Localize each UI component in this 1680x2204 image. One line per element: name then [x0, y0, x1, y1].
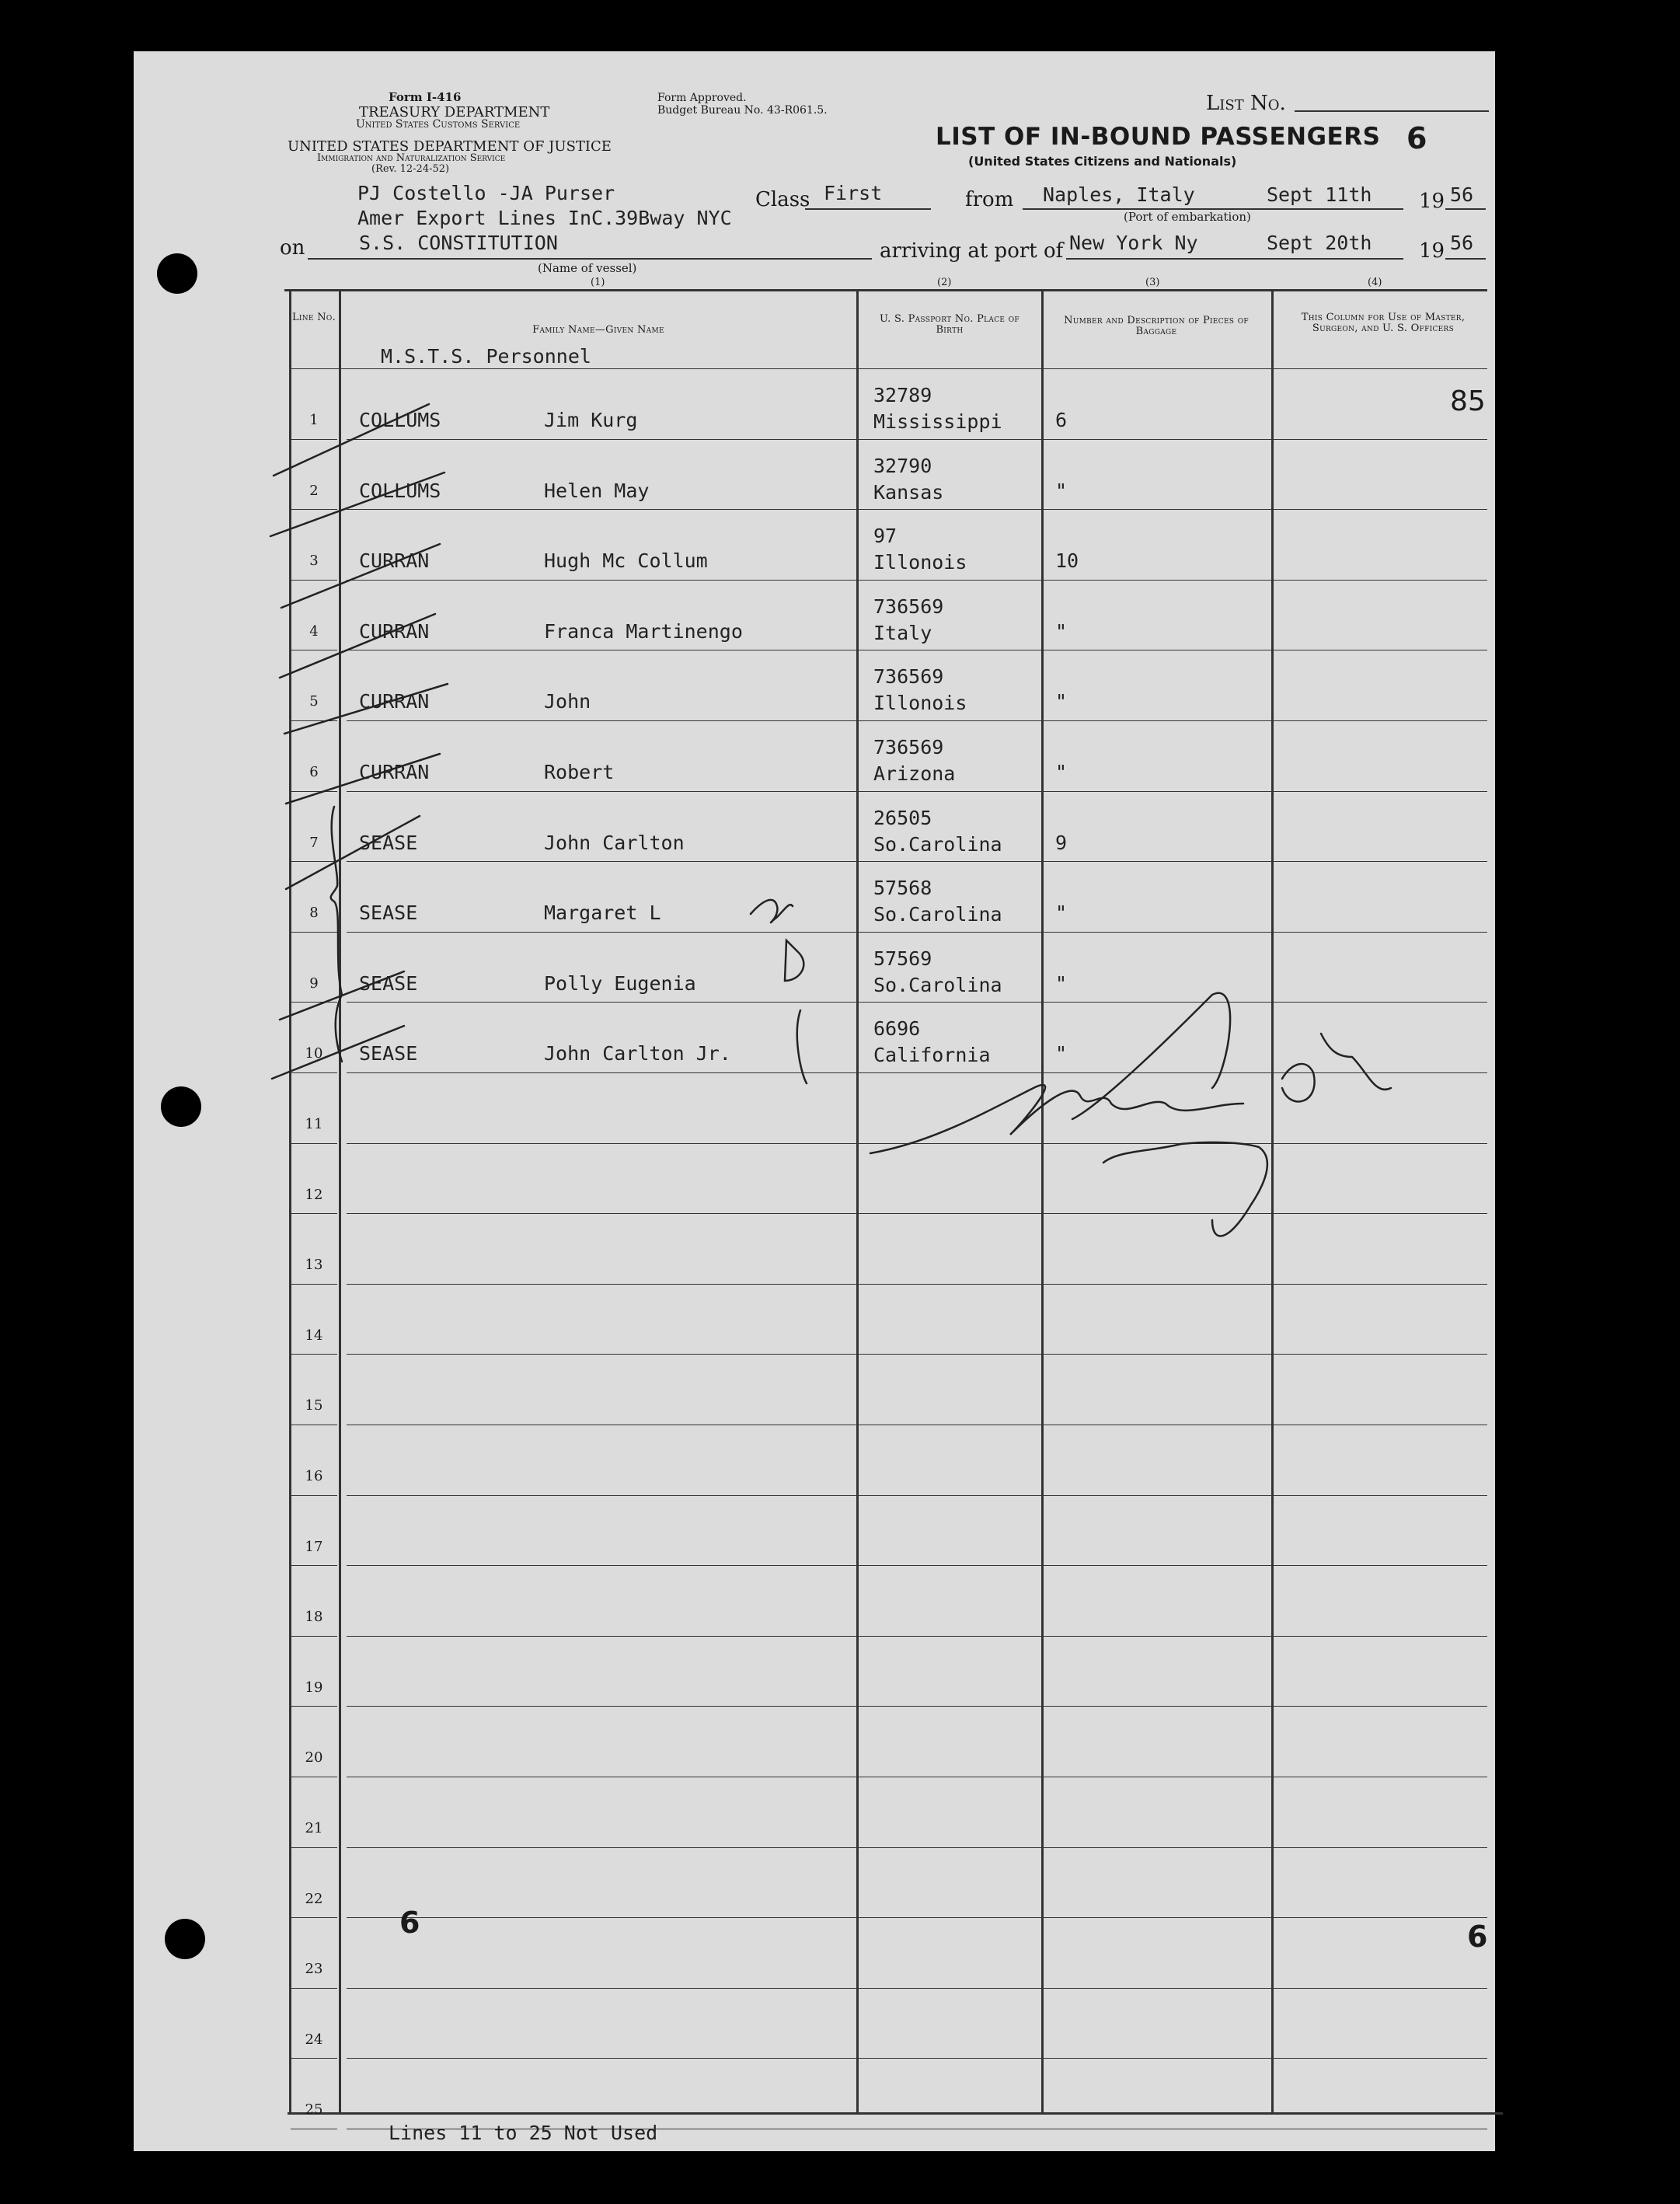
col-header-baggage: Number and Description of Pieces of Baggage — [1064, 315, 1249, 337]
passport-number: 32790 — [873, 454, 932, 477]
line-number: 23 — [305, 1961, 323, 1978]
place-of-birth: Illonois — [873, 551, 967, 574]
col-2-marker: (2) — [937, 277, 952, 288]
from-date: Sept 11th — [1267, 183, 1372, 206]
row-divider — [347, 861, 1487, 862]
line-number: 21 — [305, 1820, 323, 1836]
col-header-line: Line No. — [291, 312, 336, 323]
col-header-passport: U. S. Passport No. Place of Birth — [880, 313, 1020, 336]
line-number: 13 — [305, 1257, 323, 1274]
punch-hole — [165, 1919, 205, 1959]
given-name: Jim Kurg — [544, 409, 638, 431]
budget-bureau: Budget Bureau No. 43-R061.5. — [657, 104, 828, 117]
family-name: SEASE — [359, 971, 418, 995]
year-prefix: 19 — [1419, 190, 1445, 213]
passport-number: 32789 — [873, 384, 932, 406]
line-number: 16 — [305, 1468, 323, 1484]
place-of-birth: So.Carolina — [873, 832, 1002, 856]
row-divider — [291, 1354, 337, 1355]
col-4-marker: (4) — [1368, 277, 1382, 288]
row-divider — [347, 932, 1487, 933]
given-name: Robert — [544, 761, 615, 783]
row-divider — [291, 368, 1487, 369]
row-divider — [291, 2058, 337, 2059]
justice-department: UNITED STATES DEPARTMENT OF JUSTICE — [288, 138, 612, 155]
row-divider — [347, 1213, 1487, 1214]
arrival-year: 56 — [1450, 232, 1474, 254]
form-approved: Form Approved. — [657, 92, 747, 104]
passport-number: 736569 — [873, 595, 944, 618]
baggage: " — [1055, 690, 1068, 713]
row-divider — [291, 1706, 337, 1707]
place-of-birth: So.Carolina — [873, 973, 1002, 996]
row-divider — [347, 2058, 1487, 2059]
place-of-birth: Mississippi — [873, 410, 1002, 433]
row-divider — [291, 1565, 337, 1566]
from-year: 56 — [1450, 183, 1474, 206]
family-name: CURRAN — [359, 690, 430, 713]
baggage: " — [1055, 761, 1068, 783]
given-name: Margaret L — [544, 901, 661, 925]
punch-hole — [161, 1086, 201, 1127]
place-of-birth: California — [873, 1044, 991, 1067]
passport-number: 57568 — [873, 877, 932, 900]
line-number: 9 — [309, 975, 319, 992]
group-label: M.S.T.S. Personnel — [381, 345, 591, 368]
given-name: Franca Martinengo — [544, 619, 743, 643]
line-number: 11 — [305, 1116, 323, 1132]
family-name: CURRAN — [359, 619, 430, 643]
form-subtitle: (United States Citizens and Nationals) — [968, 154, 1237, 169]
row-divider — [347, 1072, 1487, 1073]
line-number: 15 — [305, 1397, 323, 1414]
line-number: 7 — [309, 834, 319, 851]
family-name: CURRAN — [359, 549, 430, 573]
baggage: 9 — [1055, 831, 1068, 854]
line-number: 4 — [309, 622, 319, 640]
line-number: 19 — [305, 1679, 323, 1696]
passport-number: 736569 — [873, 736, 944, 758]
line-number: 12 — [305, 1186, 323, 1203]
row-divider — [291, 791, 337, 792]
line-number: 5 — [309, 693, 319, 710]
line-number: 18 — [305, 1609, 323, 1626]
footer-left-count: 6 — [399, 1906, 420, 1940]
line-number: 22 — [305, 1890, 323, 1907]
row-divider — [347, 791, 1487, 792]
line-number: 1 — [309, 412, 319, 428]
footer-note: Lines 11 to 25 Not Used — [389, 2122, 658, 2144]
punch-hole — [157, 253, 197, 294]
from-label: from — [965, 188, 1014, 211]
given-name: Helen May — [544, 479, 650, 502]
row-divider — [291, 1284, 337, 1285]
row-divider — [347, 1284, 1487, 1285]
form-number: Form I-416 — [389, 90, 462, 104]
row-divider — [347, 1354, 1487, 1355]
line-number: 8 — [309, 905, 319, 922]
purser: PJ Costello -JA Purser — [357, 182, 615, 204]
row-divider — [291, 1002, 337, 1003]
row-divider — [347, 1495, 1487, 1496]
officer-note: 85 — [1450, 385, 1486, 417]
form-sheet — [134, 51, 1495, 2151]
row-divider — [347, 1636, 1487, 1637]
row-divider — [291, 580, 337, 581]
baggage: 10 — [1055, 549, 1079, 573]
line-number: 14 — [305, 1327, 323, 1344]
row-divider — [347, 1706, 1487, 1707]
family-name: SEASE — [359, 901, 418, 925]
col-3-marker: (3) — [1145, 277, 1160, 288]
row-divider — [291, 509, 337, 510]
vessel-name: S.S. CONSTITUTION — [359, 232, 558, 254]
row-divider — [291, 932, 337, 933]
class-label: Class — [755, 188, 810, 211]
row-divider — [291, 1847, 337, 1848]
arrival-port: New York Ny — [1069, 232, 1198, 254]
list-number: 6 — [1406, 121, 1427, 155]
passport-number: 736569 — [873, 665, 944, 689]
treasury-department: TREASURY DEPARTMENT — [359, 104, 550, 120]
customs-service: United States Customs Service — [356, 118, 521, 131]
year-prefix-2: 19 — [1419, 239, 1445, 263]
family-name: COLLUMS — [359, 409, 441, 431]
row-divider — [347, 1988, 1487, 1989]
row-divider — [291, 1213, 337, 1214]
given-name: Polly Eugenia — [544, 971, 696, 995]
row-divider — [347, 1847, 1487, 1848]
row-divider — [291, 1072, 337, 1073]
row-divider — [347, 1002, 1487, 1003]
passport-number: 97 — [873, 525, 898, 548]
place-of-birth: Kansas — [873, 480, 944, 504]
given-name: John — [544, 690, 591, 713]
place-of-birth: Italy — [873, 621, 932, 644]
given-name: Hugh Mc Collum — [544, 549, 708, 573]
place-of-birth: So.Carolina — [873, 903, 1002, 926]
row-divider — [347, 1143, 1487, 1144]
baggage: " — [1055, 479, 1068, 502]
list-no-label: List No. — [1206, 92, 1286, 115]
row-divider — [347, 580, 1487, 581]
baggage: " — [1055, 619, 1068, 643]
family-name: SEASE — [359, 1042, 418, 1065]
row-divider — [291, 1495, 337, 1496]
company: Amer Export Lines InC.39Bway NYC — [357, 207, 732, 229]
col-header-officers: This Column for Use of Master, Surgeon, and U. S. Officers — [1301, 312, 1466, 334]
line-number: 17 — [305, 1538, 323, 1555]
passport-number: 26505 — [873, 806, 932, 829]
family-name: COLLUMS — [359, 479, 441, 502]
row-divider — [291, 1143, 337, 1144]
row-divider — [291, 720, 337, 721]
baggage: " — [1055, 971, 1068, 995]
form-title: LIST OF IN-BOUND PASSENGERS — [936, 123, 1381, 151]
row-divider — [291, 1636, 337, 1637]
arriving-label: arriving at port of — [880, 239, 1064, 263]
row-divider — [347, 509, 1487, 510]
col-header-name: Family Name—Given Name — [532, 324, 664, 336]
baggage: " — [1055, 901, 1068, 925]
row-divider — [291, 1917, 337, 1918]
class-value: First — [824, 182, 883, 204]
arrival-date: Sept 20th — [1267, 232, 1372, 254]
line-number: 10 — [305, 1045, 323, 1062]
row-divider — [291, 439, 337, 440]
immigration-service: Immigration and Naturalization Service — [317, 152, 506, 164]
row-divider — [347, 1917, 1487, 1918]
row-divider — [291, 1988, 337, 1989]
place-of-birth: Illonois — [873, 692, 967, 715]
line-number: 6 — [309, 764, 319, 780]
given-name: John Carlton — [544, 831, 685, 854]
line-number: 2 — [309, 482, 319, 499]
line-number: 24 — [305, 2031, 323, 2048]
place-of-birth: Arizona — [873, 762, 956, 785]
passport-number: 57569 — [873, 947, 932, 970]
baggage: 6 — [1055, 409, 1068, 431]
from-port: Naples, Italy — [1043, 183, 1195, 206]
line-number: 20 — [305, 1749, 323, 1766]
on-label: on — [280, 236, 305, 260]
given-name: John Carlton Jr. — [544, 1042, 731, 1065]
footer-right-count: 6 — [1467, 1920, 1488, 1954]
line-number: 25 — [305, 2101, 323, 2119]
row-divider — [347, 720, 1487, 721]
baggage: " — [1055, 1042, 1068, 1065]
port-caption: (Port of embarkation) — [1124, 210, 1251, 224]
line-number: 3 — [309, 553, 319, 570]
family-name: SEASE — [359, 831, 418, 854]
col-1-marker: (1) — [591, 277, 605, 288]
family-name: CURRAN — [359, 761, 430, 783]
revision: (Rev. 12-24-52) — [371, 163, 450, 175]
row-divider — [291, 861, 337, 862]
passport-number: 6696 — [873, 1017, 921, 1041]
row-divider — [347, 1565, 1487, 1566]
vessel-caption: (Name of vessel) — [538, 261, 637, 275]
row-divider — [347, 439, 1487, 440]
